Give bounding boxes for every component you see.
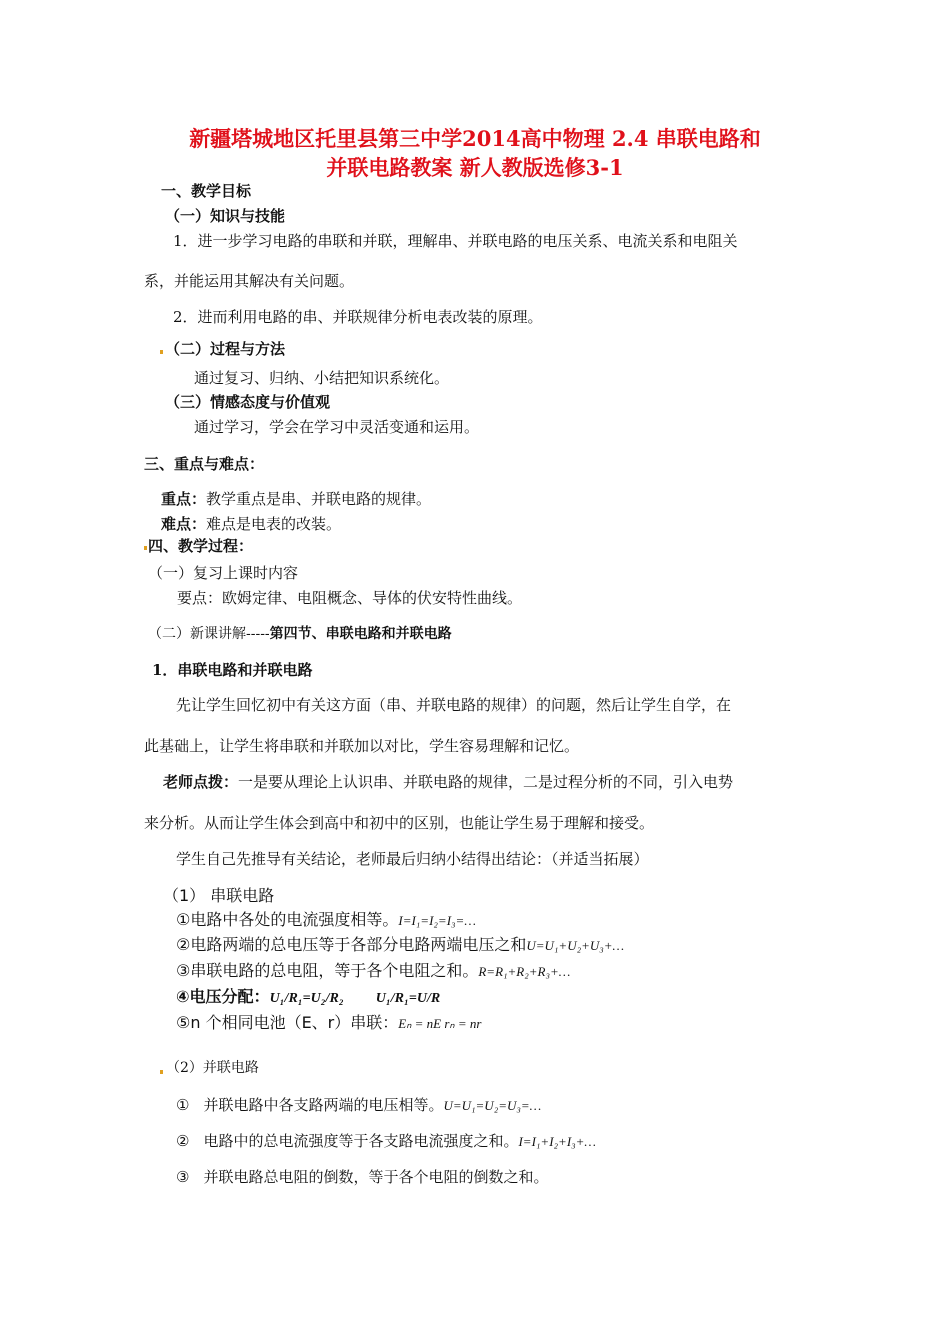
section-heading-objectives: 一、教学目标 <box>161 182 252 200</box>
step-1-points: 要点：欧姆定律、电阻概念、导体的伏安特性曲线。 <box>177 589 523 607</box>
parallel-rule-3-text: 并联电路总电阻的倒数，等于各个电阻的倒数之和。 <box>203 1168 549 1186</box>
subheading-series-parallel: 1．串联电路和并联电路 <box>152 661 313 679</box>
parallel-rule-2-text: 电路中的总电流强度等于各支路电流强度之和。 <box>203 1132 519 1150</box>
difficulty-line <box>161 513 341 534</box>
parallel-rule-1-number: ① <box>176 1096 190 1114</box>
teacher-tip-text: 一是要从理论上认识串、并联电路的规律，二是过程分析的不同，引入电势 <box>238 773 734 791</box>
subheading-knowledge: （一）知识与技能 <box>165 207 286 225</box>
parallel-rule-2-number: ② <box>176 1132 190 1150</box>
series-rule-4-text: ④电压分配： <box>176 987 270 1006</box>
section-heading-key-points: 三、重点与难点： <box>144 455 265 473</box>
highlight-mark <box>160 1070 163 1074</box>
highlight-mark <box>160 350 163 354</box>
key-point-text: 教学重点是串、并联电路的规律。 <box>206 490 432 508</box>
paragraph-1b: 系，并能运用其解决有关问题。 <box>144 272 355 290</box>
key-point-label: 重点： <box>161 490 207 508</box>
parallel-rule-1-formula: U=U₁=U₂=U₃=… <box>443 1098 542 1113</box>
series-rule-4 <box>176 984 440 1007</box>
series-rule-4-formula-1: U₁/R₁=U₂/R₂ <box>269 991 344 1006</box>
step-2-heading <box>148 623 452 643</box>
parallel-rule-2-formula: I=I₁+I₂+I₃+… <box>518 1134 596 1149</box>
doc-title-line2: 并联电路教案 新人教版选修3-1 <box>326 155 624 180</box>
series-rule-5-text: ⑤n 个相同电池（E、r）串联： <box>176 1013 399 1032</box>
parallel-rule-3 <box>176 1166 548 1187</box>
series-rule-4-formula-2: U₁/R₁=U/R <box>375 991 441 1006</box>
series-rule-5 <box>176 1010 481 1033</box>
paragraph-7: 学生自己先推导有关结论，老师最后归纳小结得出结论：（并适当拓展） <box>176 850 649 868</box>
paragraph-5a: 先让学生回忆初中有关这方面（串、并联电路的规律）的问题，然后让学生自学，在 <box>176 696 732 714</box>
series-rule-3-text: ③串联电路的总电阻，等于各个电阻之和。 <box>176 961 479 980</box>
parallel-rule-1-text: 并联电路中各支路两端的电压相等。 <box>203 1096 444 1114</box>
step-1-heading: （一）复习上课时内容 <box>148 564 299 582</box>
paragraph-1a: 1．进一步学习电路的串联和并联，理解串、并联电路的电压关系、电流关系和电阻关 <box>173 232 738 250</box>
paragraph-5b: 此基础上，让学生将串联和并联加以对比，学生容易理解和记忆。 <box>144 737 580 755</box>
step-2-prefix: （二）新课讲解----- <box>148 626 270 642</box>
series-rule-3-formula: R=R₁+R₂+R₃+… <box>478 964 571 979</box>
paragraph-6b: 来分析。从而让学生体会到高中和初中的区别，也能让学生易于理解和接受。 <box>144 814 655 832</box>
doc-title-line1: 新疆塔城地区托里县第三中学2014高中物理 2.4 串联电路和 <box>189 126 761 151</box>
series-rule-2-text: ②电路两端的总电压等于各部分电路两端电压之和 <box>176 935 527 954</box>
step-2-title: 第四节、串联电路和并联电路 <box>269 626 452 642</box>
subheading-attitude: （三）情感态度与价值观 <box>165 393 331 411</box>
key-point-line <box>161 488 431 509</box>
series-rule-1-text: ①电路中各处的电流强度相等。 <box>176 910 399 929</box>
series-rule-1-formula: I=I₁=I₂=I₃=… <box>398 913 476 928</box>
paragraph-2: 2．进而利用电路的串、并联规律分析电表改装的原理。 <box>173 308 543 326</box>
parallel-rule-2 <box>176 1130 596 1151</box>
paragraph-3: 通过复习、归纳、小结把知识系统化。 <box>194 369 450 387</box>
teacher-tip-label: 老师点拨： <box>163 773 239 791</box>
series-rule-2-formula: U=U₁+U₂+U₃+… <box>526 938 625 953</box>
teacher-tip-line <box>163 771 733 792</box>
series-rule-5-formula: Eₙ = nE rₙ = nr <box>398 1016 482 1031</box>
parallel-rule-3-number: ③ <box>176 1168 190 1186</box>
paragraph-4: 通过学习，学会在学习中灵活变通和运用。 <box>194 418 480 436</box>
parallel-circuit-heading: （2）并联电路 <box>166 1060 259 1076</box>
difficulty-text: 难点是电表的改装。 <box>206 515 342 533</box>
section-heading-process: 四、教学过程： <box>148 537 254 555</box>
difficulty-label: 难点： <box>161 515 207 533</box>
series-circuit-heading: （1） 串联电路 <box>163 886 275 905</box>
series-rule-2 <box>176 932 624 955</box>
parallel-rule-1 <box>176 1094 541 1115</box>
series-rule-3 <box>176 958 570 981</box>
series-rule-1 <box>176 907 476 930</box>
subheading-process: （二）过程与方法 <box>165 340 286 358</box>
highlight-mark <box>144 546 147 550</box>
